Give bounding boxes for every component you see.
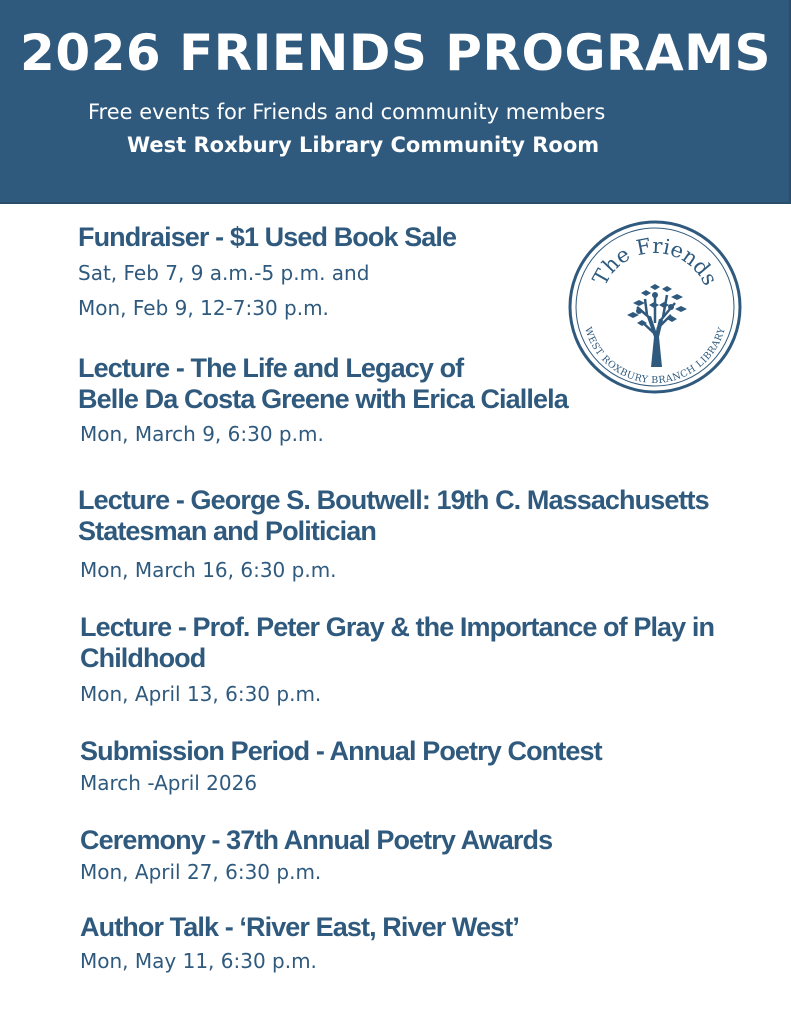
- header-subtitle-audience: Free events for Friends and community members: [88, 100, 606, 124]
- event-item: [0, 912, 791, 977]
- header-subtitle-location: West Roxbury Library Community Room: [127, 133, 600, 157]
- event-date: March -April 2026: [80, 771, 258, 795]
- event-title: Lecture - Prof. Peter Gray & the Importance of Play in: [80, 612, 715, 642]
- logo-top-text: The Friends: [587, 233, 723, 290]
- event-date: Mon, April 27, 6:30 p.m.: [80, 860, 322, 884]
- event-date: Mon, March 9, 6:30 p.m.: [80, 422, 324, 446]
- event-title-line2: Childhood: [80, 643, 206, 673]
- header-banner: [0, 0, 791, 204]
- event-date: Mon, March 16, 6:30 p.m.: [80, 558, 337, 582]
- event-date: Mon, May 11, 6:30 p.m.: [80, 949, 317, 973]
- event-date: Mon, Feb 9, 12-7:30 p.m.: [78, 296, 329, 320]
- event-title-line2: Belle Da Costa Greene with Erica Ciallela: [78, 384, 568, 414]
- event-title-line2: Statesman and Politician: [78, 516, 376, 546]
- event-title: Author Talk - ‘River East, River West’: [80, 912, 519, 942]
- event-item: [0, 825, 791, 888]
- logo-bottom-text: WEST ROXBURY BRANCH LIBRARY: [582, 325, 728, 387]
- event-item: [0, 485, 791, 586]
- event-date: Sat, Feb 7, 9 a.m.-5 p.m. and: [78, 261, 370, 285]
- event-title: Lecture - The Life and Legacy of: [78, 353, 464, 383]
- event-title: Lecture - George S. Boutwell: 19th C. Massachusetts: [78, 485, 709, 515]
- page-title: 2026 FRIENDS PROGRAMS: [20, 24, 771, 82]
- event-title: Fundraiser - $1 Used Book Sale: [78, 222, 457, 252]
- event-item: [0, 612, 791, 710]
- event-date: Mon, April 13, 6:30 p.m.: [80, 682, 322, 706]
- friends-logo-seal: [567, 219, 743, 395]
- event-item: [0, 736, 791, 799]
- event-title: Ceremony - 37th Annual Poetry Awards: [80, 825, 553, 855]
- event-title: Submission Period - Annual Poetry Contest: [80, 736, 602, 766]
